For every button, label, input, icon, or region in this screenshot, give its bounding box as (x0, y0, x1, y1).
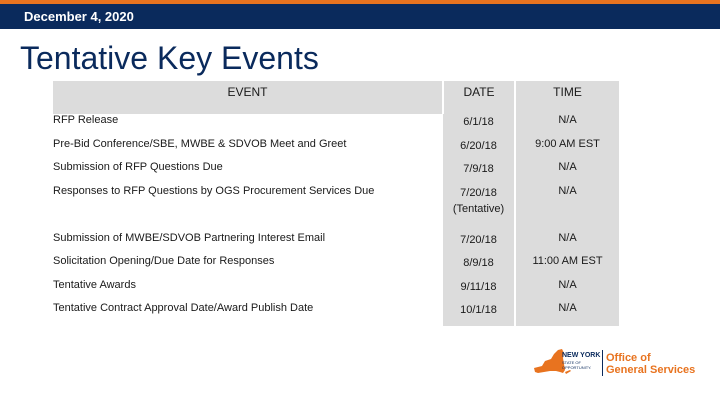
logo-agency-name (606, 352, 695, 376)
logo-agency-line-2: General Services (606, 364, 696, 376)
date-cell (443, 114, 515, 138)
table-row (53, 232, 619, 256)
header-bar (0, 4, 720, 29)
time-cell: 9:00 AM EST (515, 138, 619, 162)
events-table (53, 81, 619, 326)
date-cell (443, 161, 515, 185)
time-cell: N/A (515, 302, 619, 326)
event-cell: Solicitation Opening/Due Date for Responses (53, 255, 443, 279)
table-row (53, 279, 619, 303)
table-row (53, 185, 619, 232)
time-cell: N/A (515, 185, 619, 232)
event-cell: RFP Release (53, 114, 443, 138)
time-cell: N/A (515, 161, 619, 185)
date-cell (443, 232, 515, 256)
date-note: (Tentative) (452, 202, 505, 215)
date-value: 6/20/18 (460, 139, 497, 152)
event-cell: Responses to RFP Questions by OGS Procurement Services Due (53, 185, 443, 232)
date-value: 7/9/18 (463, 163, 494, 175)
time-cell: N/A (515, 279, 619, 303)
event-cell: Tentative Awards (53, 279, 443, 303)
table-row (53, 255, 619, 279)
event-cell: Submission of MWBE/SDVOB Partnering Interest Email (53, 232, 443, 256)
date-cell (443, 255, 515, 279)
table-row (53, 138, 619, 162)
date-value: 7/20/18 (460, 186, 497, 199)
event-cell: Tentative Contract Approval Date/Award Publish Date (53, 302, 443, 326)
date-value: 10/1/18 (460, 304, 497, 316)
logo-state-tagline: STATE OF OPPORTUNITY. (562, 360, 592, 370)
event-cell: Pre-Bid Conference/SBE, MWBE & SDVOB Meet and Greet (53, 138, 443, 162)
logo-state-name: NEW YORK (562, 352, 601, 359)
table-row (53, 161, 619, 185)
date-cell (443, 185, 515, 232)
date-cell (443, 138, 515, 162)
column-header-time: TIME (515, 81, 619, 114)
logo-agency-line-1: Office of (606, 352, 651, 364)
page-title: Tentative Key Events (20, 40, 319, 76)
column-header-event: EVENT (53, 81, 443, 114)
table-header-row (53, 81, 619, 114)
table-row (53, 302, 619, 326)
date-value: 7/20/18 (460, 233, 497, 246)
header-date: December 4, 2020 (24, 9, 134, 24)
date-value: 8/9/18 (463, 257, 494, 269)
table-row (53, 114, 619, 138)
column-header-date: DATE (443, 81, 515, 114)
logo-divider (602, 350, 603, 376)
time-cell: N/A (515, 114, 619, 138)
time-cell: N/A (515, 232, 619, 256)
date-value: 6/1/18 (463, 116, 494, 128)
ogs-logo (532, 346, 700, 382)
time-cell: 11:00 AM EST (515, 255, 619, 279)
event-cell: Submission of RFP Questions Due (53, 161, 443, 185)
date-value: 9/11/18 (460, 280, 497, 293)
date-cell (443, 302, 515, 326)
date-cell (443, 279, 515, 303)
